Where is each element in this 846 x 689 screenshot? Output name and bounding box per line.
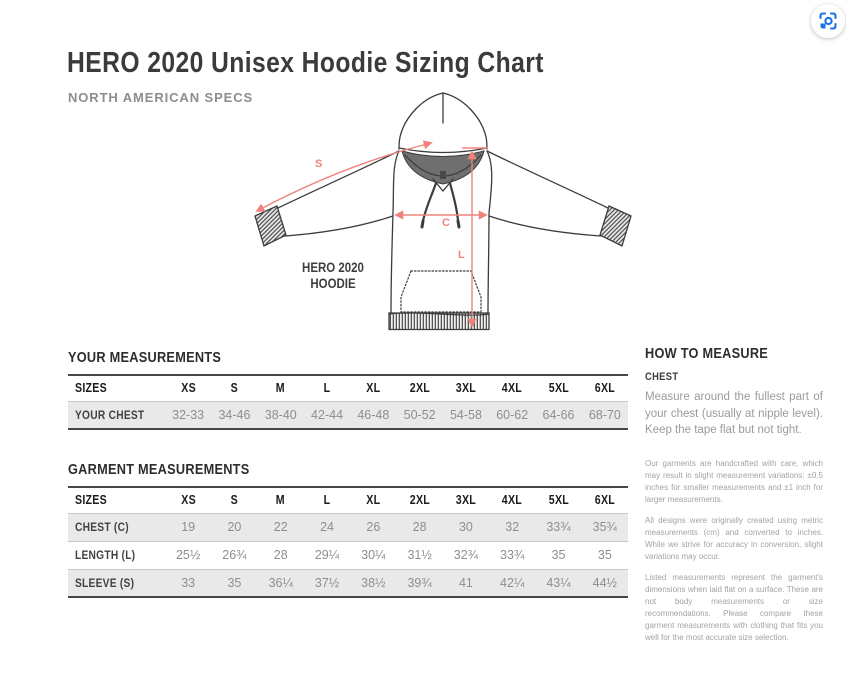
measurement-cell: 50-52 bbox=[396, 401, 442, 429]
chest-subheading: CHEST bbox=[645, 371, 679, 383]
column-header-size: XL bbox=[366, 493, 381, 508]
hoodie-label bbox=[281, 260, 385, 292]
column-header-size: 5XL bbox=[548, 381, 569, 396]
note-paragraph: Listed measurements represent the garment's dimensions when laid flat on a surface. These are not body measurements or size recommendations. Please compare these garment measurements with clothing that fits you well for the most accurate size selection. bbox=[645, 573, 823, 642]
spec-table-grid bbox=[68, 486, 628, 598]
measurement-cell: 30¼ bbox=[350, 541, 396, 569]
column-header-size: 6XL bbox=[594, 493, 615, 508]
measurement-cell: 33¾ bbox=[489, 541, 535, 569]
your-measurements-table bbox=[68, 374, 628, 430]
garment-measurements-table bbox=[68, 486, 628, 598]
garment-measurements-heading: GARMENT MEASUREMENTS bbox=[68, 461, 250, 478]
measurement-cell: 19 bbox=[165, 513, 211, 541]
column-header-size: M bbox=[276, 381, 286, 396]
measurement-cell: 38½ bbox=[350, 569, 396, 597]
measurement-cell: 29¼ bbox=[304, 541, 350, 569]
column-header-sizes: SIZES bbox=[75, 493, 107, 508]
hoodie-label-line2: HOODIE bbox=[310, 275, 356, 291]
row-label: CHEST (C) bbox=[68, 513, 165, 541]
measurement-cell: 32 bbox=[489, 513, 535, 541]
measurement-cell: 25½ bbox=[165, 541, 211, 569]
column-header-size: L bbox=[323, 493, 331, 508]
column-header-size: XS bbox=[180, 381, 196, 396]
measurement-cell: 60-62 bbox=[489, 401, 535, 429]
image-search-icon bbox=[818, 11, 838, 31]
measurement-cell: 26 bbox=[350, 513, 396, 541]
column-header-size: L bbox=[323, 381, 331, 396]
measurement-cell: 22 bbox=[258, 513, 304, 541]
column-header-size: XL bbox=[366, 381, 381, 396]
measurement-cell: 41 bbox=[443, 569, 489, 597]
column-header-size: 3XL bbox=[455, 381, 477, 396]
image-search-button[interactable] bbox=[811, 4, 845, 38]
measurement-cell: 42-44 bbox=[304, 401, 350, 429]
measurement-cell: 32¾ bbox=[443, 541, 489, 569]
measurement-cell: 36¼ bbox=[258, 569, 304, 597]
table-row bbox=[68, 513, 628, 541]
table-row bbox=[68, 541, 628, 569]
measurement-cell: 35¾ bbox=[582, 513, 628, 541]
column-header-size: 6XL bbox=[594, 381, 615, 396]
measurement-cell: 43¼ bbox=[535, 569, 581, 597]
measurement-cell: 34-46 bbox=[211, 401, 257, 429]
measurement-cell: 46-48 bbox=[350, 401, 396, 429]
measurement-cell: 20 bbox=[211, 513, 257, 541]
hoodie-drawing bbox=[255, 93, 631, 330]
row-label: YOUR CHEST bbox=[68, 401, 165, 429]
measurement-notes bbox=[645, 458, 823, 644]
measurement-cell: 35 bbox=[211, 569, 257, 597]
measurement-cell: 28 bbox=[396, 513, 442, 541]
page-title: HERO 2020 Unisex Hoodie Sizing Chart bbox=[67, 47, 544, 79]
hoodie-diagram bbox=[233, 85, 645, 339]
measurement-cell: 35 bbox=[582, 541, 628, 569]
measurement-cell: 35 bbox=[535, 541, 581, 569]
how-to-measure-section bbox=[645, 345, 823, 439]
row-label: SLEEVE (S) bbox=[68, 569, 165, 597]
measurement-cell: 31½ bbox=[396, 541, 442, 569]
column-header-size: S bbox=[230, 381, 239, 396]
hoodie-label-line1: HERO 2020 bbox=[302, 260, 364, 275]
measurement-cell: 26¾ bbox=[211, 541, 257, 569]
column-header-size: S bbox=[230, 493, 239, 508]
your-measurements-heading: YOUR MEASUREMENTS bbox=[68, 349, 222, 366]
note-paragraph: All designs were originally created using metric measurements (cm) and converted to inches. While we strive for accuracy in conversion, slight variations may occur. bbox=[645, 516, 823, 561]
measurement-cell: 24 bbox=[304, 513, 350, 541]
spec-table-grid bbox=[68, 374, 628, 430]
row-label: LENGTH (L) bbox=[68, 541, 165, 569]
column-header-size: 2XL bbox=[409, 381, 430, 396]
length-measure-label: L bbox=[458, 249, 465, 261]
column-header-size: M bbox=[276, 493, 286, 508]
measurement-cell: 33 bbox=[165, 569, 211, 597]
measurement-cell: 32-33 bbox=[165, 401, 211, 429]
measurement-cell: 42¼ bbox=[489, 569, 535, 597]
measurement-cell: 28 bbox=[258, 541, 304, 569]
column-header-sizes: SIZES bbox=[75, 381, 107, 396]
page-subtitle: NORTH AMERICAN SPECS bbox=[68, 90, 254, 105]
column-header-size: XS bbox=[180, 493, 196, 508]
measurement-cell: 68-70 bbox=[582, 401, 628, 429]
column-header-size: 4XL bbox=[502, 381, 523, 396]
measurement-cell: 38-40 bbox=[258, 401, 304, 429]
note-paragraph: Our garments are handcrafted with care, which may result in slight measurement variations: ±0.5 inches for smaller measurements and ±1 inch for larger measurements. bbox=[645, 459, 823, 504]
column-header-size: 5XL bbox=[548, 493, 569, 508]
sleeve-measure-label: S bbox=[315, 158, 323, 170]
table-row bbox=[68, 401, 628, 429]
measurement-cell: 39¾ bbox=[396, 569, 442, 597]
chest-measure-label: C bbox=[442, 217, 450, 229]
column-header-size: 2XL bbox=[409, 493, 430, 508]
measurement-cell: 54-58 bbox=[443, 401, 489, 429]
column-header-size: 3XL bbox=[455, 493, 477, 508]
measurement-cell: 37½ bbox=[304, 569, 350, 597]
table-row bbox=[68, 569, 628, 597]
measurement-cell: 44½ bbox=[582, 569, 628, 597]
how-to-measure-body: Measure around the fullest part of your chest (usually at nipple level). Keep the tape flat but not tight. bbox=[645, 391, 823, 437]
how-to-measure-heading: HOW TO MEASURE bbox=[645, 345, 769, 362]
column-header-size: 4XL bbox=[502, 493, 523, 508]
measurement-cell: 64-66 bbox=[535, 401, 581, 429]
measurement-cell: 33¾ bbox=[535, 513, 581, 541]
measurement-cell: 30 bbox=[443, 513, 489, 541]
